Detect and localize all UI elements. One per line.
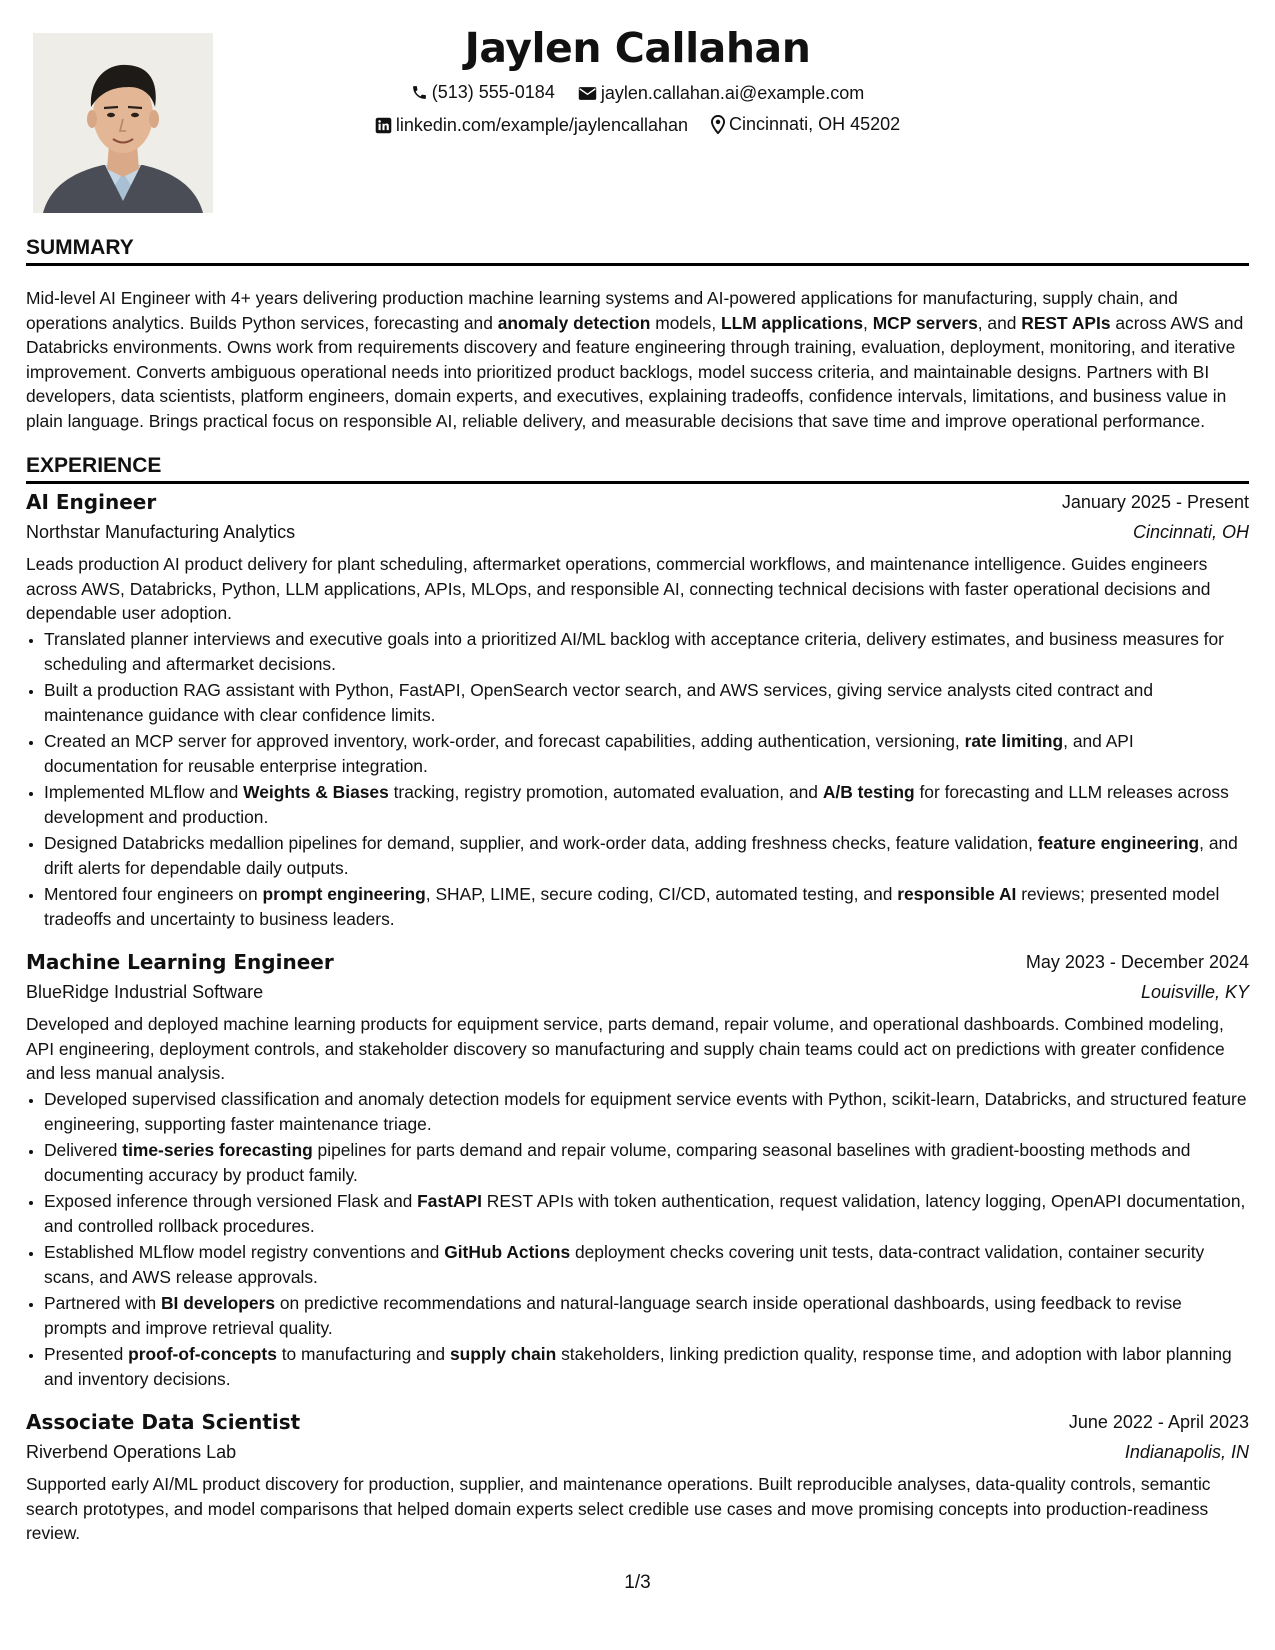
summary-heading: SUMMARY bbox=[26, 235, 1249, 266]
emphasized-keyword: time-series forecasting bbox=[122, 1140, 313, 1160]
location-text: Cincinnati, OH 45202 bbox=[729, 114, 901, 134]
summary-text bbox=[26, 286, 1249, 433]
text-run: models, bbox=[650, 312, 721, 333]
job-description: Supported early AI/ML product discovery for production, supplier, and maintenance operations. Built reproducible analyses, data-quality controls, semantic search prototypes, and model comparisons that helped domain experts select credible use cases and move promising concepts into production-readiness review. bbox=[26, 1474, 1211, 1543]
emphasized-keyword: REST APIs bbox=[1021, 312, 1111, 333]
linkedin-url: linkedin.com/example/jaylencallahan bbox=[395, 115, 689, 135]
text-run: Developed supervised classification and anomaly detection models for equipment service events with Python, scikit-learn, Databricks, and structured feature engineering, supporting faster maintenance triage. bbox=[44, 1089, 1247, 1134]
contact-row-secondary bbox=[0, 112, 1275, 140]
emphasized-keyword: feature engineering bbox=[1037, 833, 1200, 853]
emphasized-keyword: MCP servers bbox=[872, 312, 978, 333]
phone-contact[interactable] bbox=[411, 80, 555, 104]
contact-row-primary bbox=[0, 80, 1275, 107]
job-bullet bbox=[44, 1087, 1249, 1136]
text-run: reviews; presented model tradeoffs and uncertainty to business leaders. bbox=[44, 884, 1220, 929]
job-location: Indianapolis, IN bbox=[1124, 1442, 1249, 1462]
job-dates: May 2023 - December 2024 bbox=[1025, 952, 1249, 972]
job-bullet bbox=[44, 1240, 1249, 1289]
text-run: Partnered with bbox=[44, 1293, 161, 1313]
text-run: Presented bbox=[44, 1344, 129, 1364]
job-company: Riverbend Operations Lab bbox=[26, 1442, 237, 1462]
text-run: , and drift alerts for dependable daily outputs. bbox=[44, 833, 1238, 878]
text-run: for forecasting and LLM releases across development and production. bbox=[44, 782, 1229, 827]
job-title: Machine Learning Engineer bbox=[26, 950, 334, 974]
emphasized-keyword: A/B testing bbox=[822, 782, 915, 802]
job-description: Leads production AI product delivery for plant scheduling, aftermarket operations, commercial workflows, and maintenance intelligence. Guides engineers across AWS, Databricks, Python, LLM applications, APIs, MLOps, and responsible AI, connecting technical decisions with faster operational decisions and dependable user adoption. bbox=[26, 554, 1211, 623]
linkedin-contact[interactable] bbox=[375, 113, 688, 137]
emphasized-keyword: responsible AI bbox=[897, 884, 1017, 904]
candidate-name: Jaylen Callahan bbox=[464, 24, 811, 72]
text-run: stakeholders, linking prediction quality, response time, and adoption with labor planning and inventory decisions. bbox=[44, 1344, 1232, 1389]
job-bullet bbox=[44, 780, 1249, 829]
phone-icon bbox=[411, 84, 428, 101]
text-run: Translated planner interviews and executive goals into a prioritized AI/ML backlog with acceptance criteria, delivery estimates, and business measures for scheduling and aftermarket decisions. bbox=[44, 629, 1224, 674]
emphasized-keyword: FastAPI bbox=[417, 1191, 482, 1211]
text-run: REST APIs with token authentication, request validation, latency logging, OpenAPI documentation, and controlled rollback procedures. bbox=[44, 1191, 1246, 1236]
job-description: Developed and deployed machine learning products for equipment service, parts demand, repair volume, and operational dashboards. Combined modeling, API engineering, deployment controls, and stakeholder discovery so manufacturing and supply chain teams could act on predictions with greater confidence and less manual analysis. bbox=[26, 1014, 1225, 1083]
text-run: , and API documentation for reusable enterprise integration. bbox=[44, 731, 1134, 776]
text-run: Mentored four engineers on bbox=[44, 884, 263, 904]
job-bullet bbox=[44, 678, 1249, 727]
job-bullet bbox=[44, 627, 1249, 676]
job-bullet bbox=[44, 729, 1249, 778]
emphasized-keyword: Weights & Biases bbox=[243, 782, 389, 802]
page-number: 1/3 bbox=[624, 1572, 651, 1593]
emphasized-keyword: LLM applications bbox=[720, 312, 864, 333]
text-run: across AWS and Databricks environments. Owns work from requirements discovery and feature engineering through training, evaluation, deployment, monitoring, and iterative improvement. Converts ambiguous operational needs into prioritized product backlogs, model success criteria, and maintainable designs. Partners with BI developers, data scientists, platform engineers, domain experts, and executives, explaining tradeoffs, confidence intervals, limitations, and business value in plain language. Brings practical focus on responsible AI, reliable delivery, and measurable decisions that save time and improve operational performance. bbox=[26, 312, 1244, 431]
emphasized-keyword: rate limiting bbox=[964, 731, 1064, 751]
emphasized-keyword: proof-of-concepts bbox=[128, 1344, 277, 1364]
job-company: BlueRidge Industrial Software bbox=[26, 982, 264, 1002]
job-bullet bbox=[44, 1342, 1249, 1391]
text-run: Created an MCP server for approved inventory, work-order, and forecast capabilities, adding authentication, versioning, bbox=[44, 731, 965, 751]
text-run: Implemented MLflow and bbox=[44, 782, 244, 802]
job-bullet bbox=[44, 1189, 1249, 1238]
text-run: on predictive recommendations and natural-language search inside operational dashboards, using feedback to revise prompts and improve retrieval quality. bbox=[44, 1293, 1182, 1338]
job-title: Associate Data Scientist bbox=[26, 1410, 301, 1434]
emphasized-keyword: anomaly detection bbox=[497, 312, 651, 333]
job-title: AI Engineer bbox=[26, 490, 157, 514]
phone-number: (513) 555-0184 bbox=[431, 82, 555, 102]
job-dates: January 2025 - Present bbox=[1061, 492, 1249, 512]
text-run: , and bbox=[977, 312, 1022, 333]
emphasized-keyword: prompt engineering bbox=[262, 884, 426, 904]
text-run: deployment checks covering unit tests, data-contract validation, container security scans, and AWS release approvals. bbox=[44, 1242, 1205, 1287]
job-dates: June 2022 - April 2023 bbox=[1068, 1412, 1249, 1432]
envelope-icon bbox=[578, 86, 597, 101]
job-company: Northstar Manufacturing Analytics bbox=[26, 522, 296, 542]
text-run: Exposed inference through versioned Flask and bbox=[44, 1191, 418, 1211]
email-address: jaylen.callahan.ai@example.com bbox=[600, 83, 865, 103]
text-run: Designed Databricks medallion pipelines for demand, supplier, and work-order data, adding freshness checks, feature validation, bbox=[44, 833, 1038, 853]
emphasized-keyword: supply chain bbox=[449, 1344, 557, 1364]
job-bullet bbox=[44, 882, 1249, 931]
text-run: , bbox=[863, 312, 873, 333]
text-run: pipelines for parts demand and repair volume, comparing seasonal baselines with gradient-boosting methods and documenting accuracy by product family. bbox=[44, 1140, 1191, 1185]
linkedin-icon bbox=[375, 117, 392, 134]
emphasized-keyword: GitHub Actions bbox=[444, 1242, 571, 1262]
job-bullet bbox=[44, 831, 1249, 880]
job-location: Louisville, KY bbox=[1140, 982, 1249, 1002]
text-run: tracking, registry promotion, automated evaluation, and bbox=[388, 782, 823, 802]
experience-heading: EXPERIENCE bbox=[26, 453, 1249, 484]
job-bullet bbox=[44, 1291, 1249, 1340]
map-pin-icon bbox=[711, 115, 725, 134]
text-run: Established MLflow model registry conventions and bbox=[44, 1242, 445, 1262]
job-bullet-list bbox=[26, 1087, 1249, 1393]
text-run: Delivered bbox=[44, 1140, 123, 1160]
job-location: Cincinnati, OH bbox=[1132, 522, 1249, 542]
job-bullet-list bbox=[26, 627, 1249, 933]
text-run: Mid-level AI Engineer with 4+ years delivering production machine learning systems and AI-powered applications for manufacturing, supply chain, and operations analytics. Builds Python services, forecasting and bbox=[26, 288, 1178, 333]
email-contact[interactable] bbox=[578, 81, 864, 105]
text-run: , SHAP, LIME, secure coding, CI/CD, automated testing, and bbox=[425, 884, 898, 904]
text-run: Built a production RAG assistant with Python, FastAPI, OpenSearch vector search, and AWS services, giving service analysts cited contract and maintenance guidance with clear confidence limits. bbox=[44, 680, 1154, 725]
job-bullet bbox=[44, 1138, 1249, 1187]
text-run: to manufacturing and bbox=[276, 1344, 450, 1364]
location-contact bbox=[711, 112, 900, 136]
emphasized-keyword: BI developers bbox=[160, 1293, 276, 1313]
